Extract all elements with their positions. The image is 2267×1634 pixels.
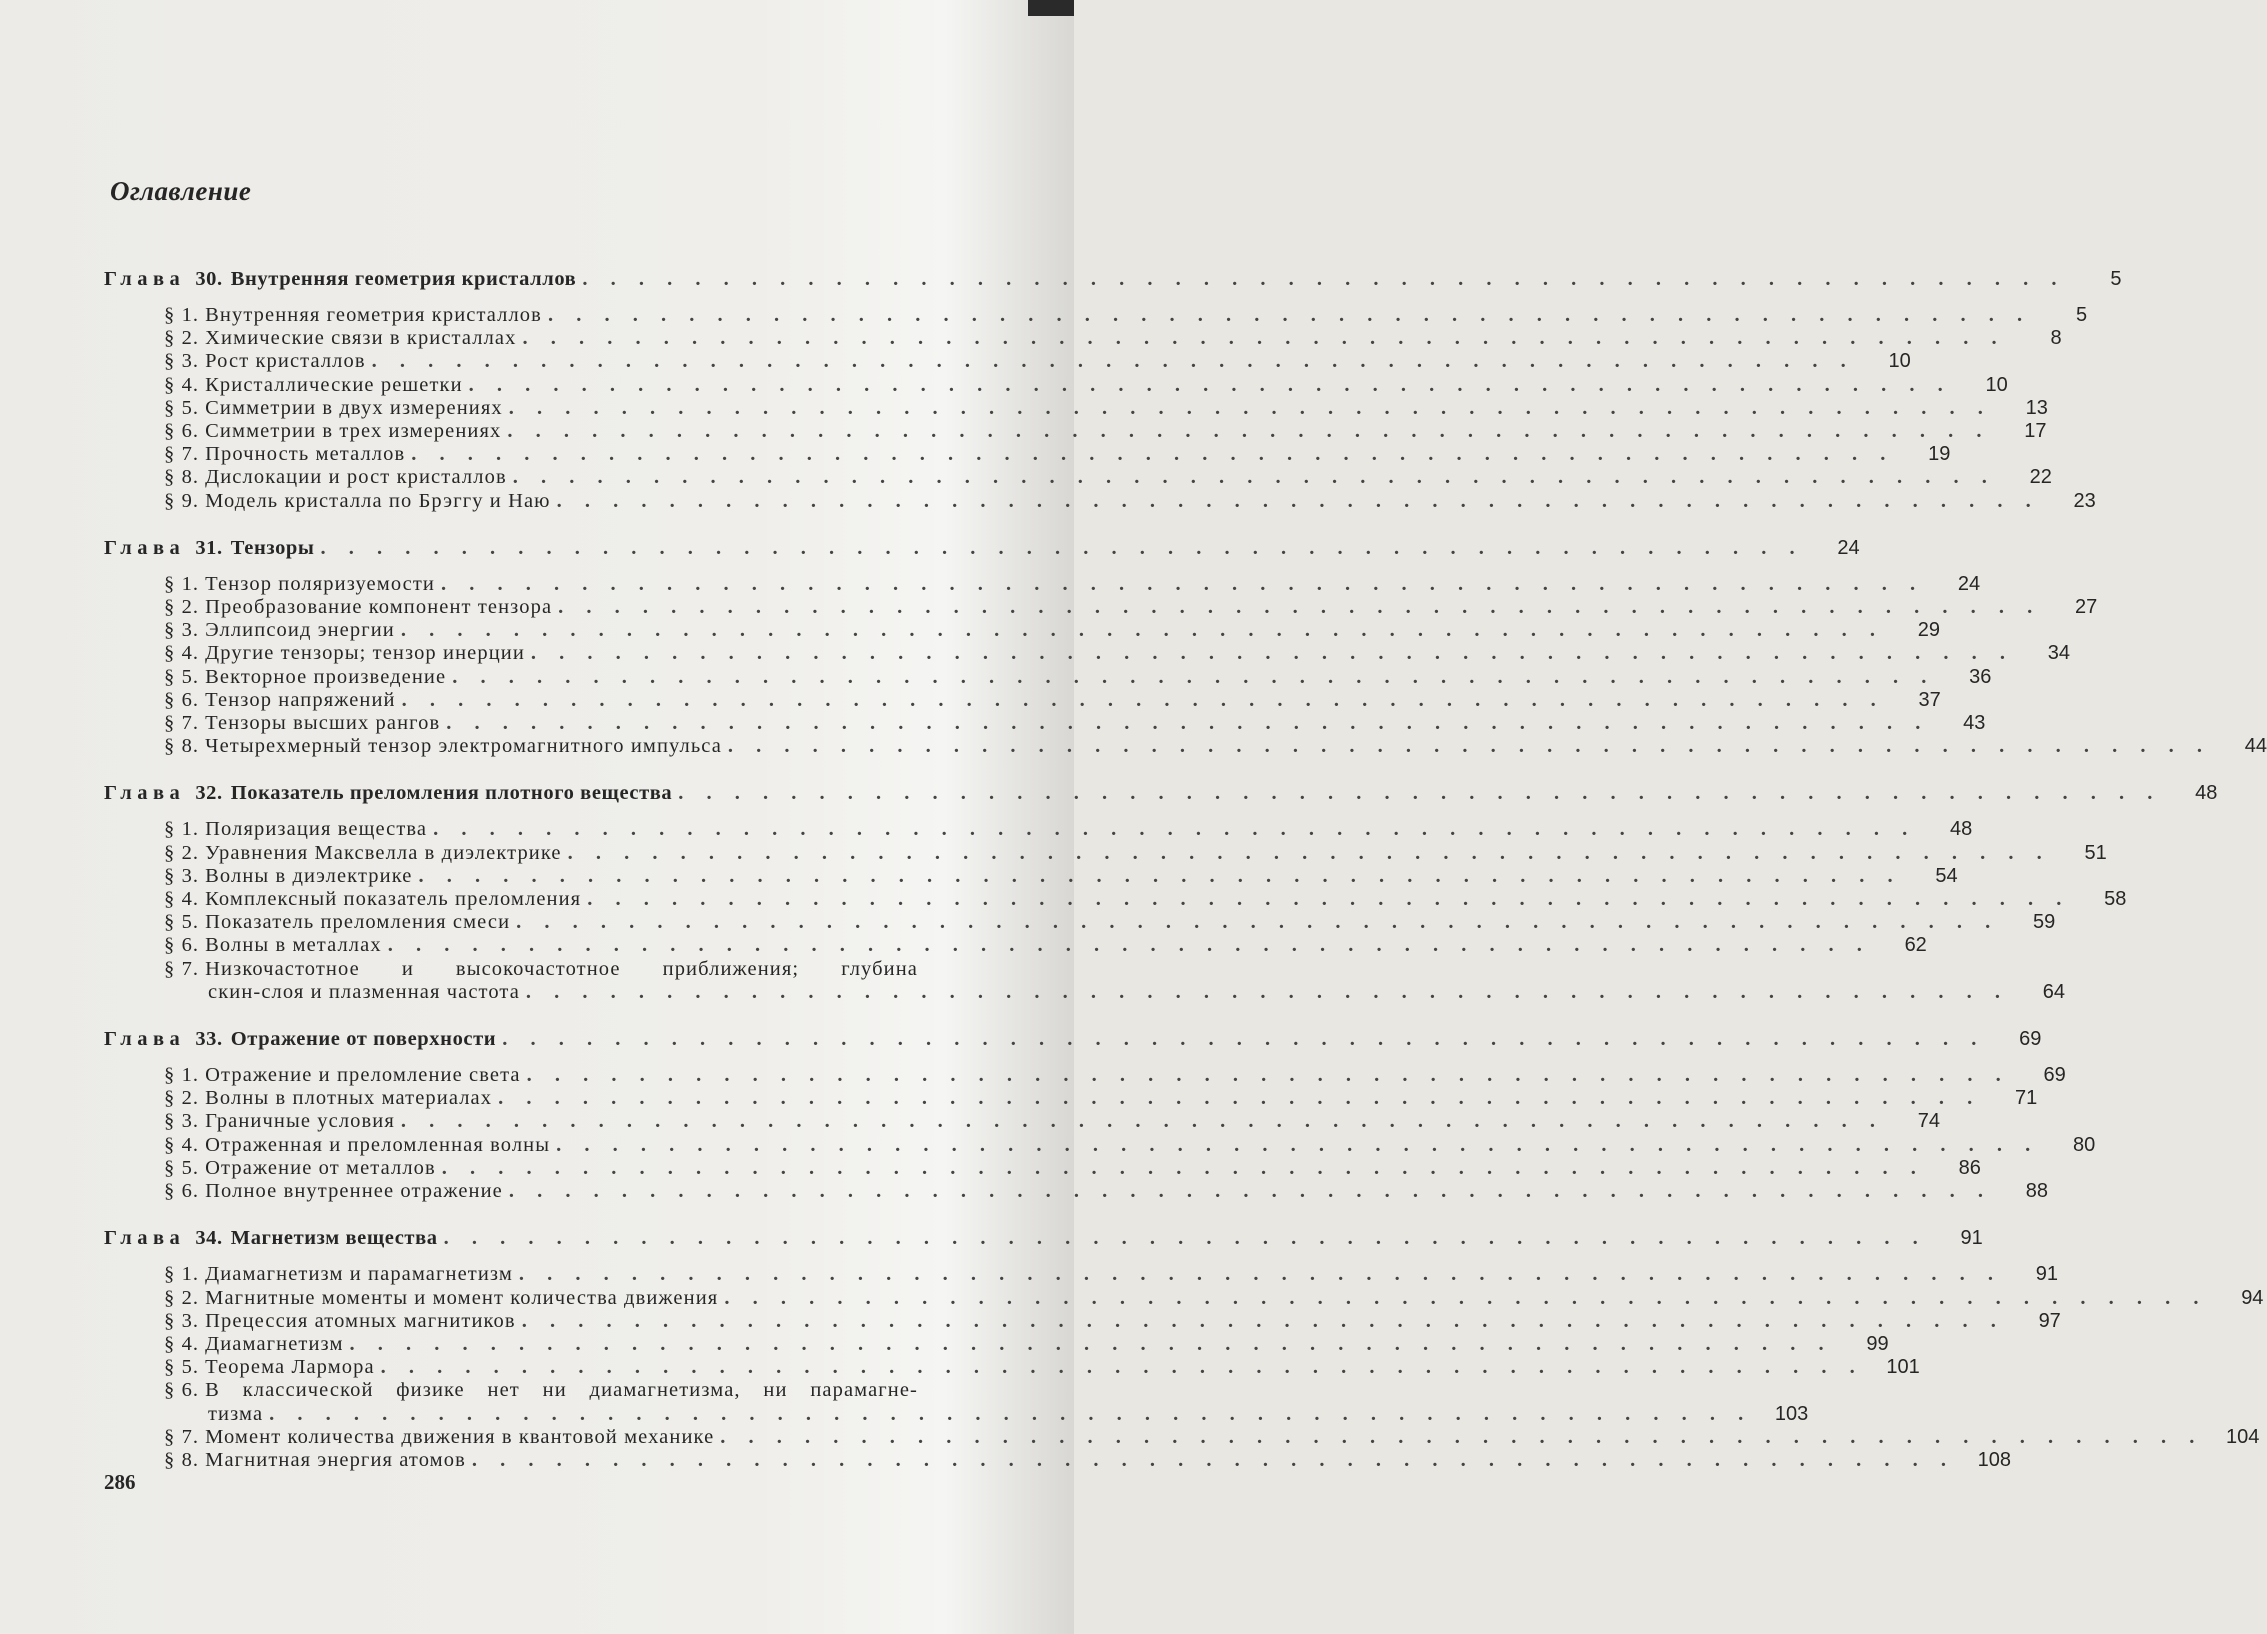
- dot-leader: . . . . . . . . . . . . . . . . . . . . . . . . . . . . . . . . . . . . . . . . . . . . . . . . . . . . .: [452, 665, 1936, 688]
- section-row: [104, 864, 1958, 888]
- section-page: 80: [2072, 1133, 2096, 1156]
- section-number: § 7.: [164, 443, 200, 466]
- dot-leader: . . . . . . . . . . . . . . . . . . . . . . . . . . . . . . . . . . . . . . . . . . . . . . . . . . . . .: [380, 1356, 1864, 1379]
- section-page: 88: [2025, 1180, 2048, 1203]
- section-number: § 3.: [164, 1110, 200, 1133]
- section-number: § 6.: [164, 420, 200, 443]
- section-row: [104, 1064, 2066, 1087]
- section-page: 29: [1917, 619, 1940, 642]
- section-row: [104, 735, 2267, 758]
- section-page: 19: [1928, 443, 1951, 466]
- section-row: [104, 327, 2062, 350]
- section-page: 51: [2084, 841, 2107, 864]
- section-number: § 2.: [164, 327, 200, 350]
- section-page: 27: [2075, 596, 2098, 619]
- section-row: [104, 596, 2098, 619]
- section-number: § 2.: [164, 1286, 200, 1309]
- section-number: § 6.: [164, 934, 200, 957]
- section-row: [104, 619, 1940, 642]
- section-page: 69: [2043, 1064, 2066, 1087]
- dot-leader: . . . . . . . . . . . . . . . . . . . . . . . . . . . . . . . . . . . . . . . . . . . . . . . . . . . . .: [727, 735, 2212, 758]
- section-number: § 8.: [164, 735, 200, 758]
- section-row: [104, 712, 1986, 735]
- dot-leader: . . . . . . . . . . . . . . . . . . . . . . . . . . . . . . . . . . . . . . . . . . . . . . . . . . . . .: [349, 1332, 1833, 1355]
- section-title: Граничные условия: [205, 1110, 395, 1133]
- section-title: Симметрии в двух измерениях: [205, 396, 503, 419]
- chapter-title: Магнетизм вещества: [230, 1227, 438, 1250]
- section-number: § 5.: [164, 1156, 200, 1179]
- chapter-row: [104, 1225, 1983, 1251]
- chapter-number: 33.: [195, 1028, 223, 1051]
- chapter-row: [104, 266, 2122, 292]
- section-title: Комплексный показатель преломления: [205, 888, 582, 911]
- section-title: Диамагнетизм: [205, 1332, 344, 1355]
- section-page: 58: [2104, 888, 2127, 911]
- section-number: § 6.: [164, 1180, 200, 1203]
- chapter-row: [104, 535, 1860, 561]
- section-title: Уравнения Максвелла в диэлектрике: [205, 841, 562, 864]
- chapter-block: [104, 535, 2267, 759]
- dot-leader: . . . . . . . . . . . . . . . . . . . . . . . . . . . . . . . . . . . . . . . . . . . . . . . . . . . . .: [471, 1448, 1956, 1471]
- section-title: Момент количества движения в квантовой механике: [205, 1425, 715, 1448]
- section-row-continuation: [104, 1402, 1809, 1426]
- section-title: Тензор напряжений: [205, 688, 396, 711]
- dot-leader: . . . . . . . . . . . . . . . . . . . . . . . . . . . . . . . . . . . . . . . . . . . . . . . . . . . . .: [678, 782, 2162, 805]
- section-row: [104, 1286, 2264, 1310]
- dot-leader: . . . . . . . . . . . . . . . . . . . . . . . . . . . . . . . . . . . . . . . . . . . . . . . . . . . . .: [521, 1309, 2005, 1332]
- dot-leader: . . . . . . . . . . . . . . . . . . . . . . . . . . . . . . . . . . . . . . . . . . . . . . . . . . . . .: [587, 888, 2071, 911]
- section-number: § 3.: [164, 350, 200, 373]
- section-row: [104, 304, 2088, 327]
- section-title: Внутренняя геометрия кристаллов: [205, 304, 542, 326]
- section-page: 101: [1886, 1356, 1920, 1379]
- section-number: § 5.: [164, 1356, 200, 1379]
- chapter-number: 32.: [195, 782, 223, 805]
- section-page: 5: [2075, 304, 2088, 326]
- section-page: 86: [1958, 1156, 1981, 1179]
- section-number: § 5.: [164, 396, 200, 419]
- section-row-multiline: [104, 958, 974, 981]
- section-page: 34: [2047, 642, 2071, 665]
- section-row: [104, 1448, 2012, 1472]
- chapter-word: Глава: [104, 268, 186, 290]
- section-row: [104, 1356, 1920, 1379]
- section-page: 13: [2025, 396, 2048, 419]
- section-page: 24: [1957, 572, 1981, 595]
- section-page: 64: [2042, 980, 2066, 1003]
- section-page: 71: [2014, 1087, 2038, 1110]
- section-title: Магнитная энергия атомов: [205, 1448, 466, 1471]
- section-page: 8: [2050, 327, 2062, 350]
- section-number: § 8.: [164, 466, 200, 489]
- dot-leader: . . . . . . . . . . . . . . . . . . . . . . . . . . . . . . . . . . . . . . . . . . . . . . . . . . . . .: [320, 536, 1804, 559]
- dot-leader: . . . . . . . . . . . . . . . . . . . . . . . . . . . . . . . . . . . . . . . . . . . . . . . . . . . . .: [556, 489, 2040, 512]
- section-row: [104, 665, 1992, 689]
- chapter-page: 48: [2195, 782, 2218, 805]
- section-number: § 2.: [164, 596, 200, 619]
- dot-leader: . . . . . . . . . . . . . . . . . . . . . . . . . . . . . . . . . . . . . . . . . . . . . . . . . . . . .: [507, 420, 1991, 443]
- chapter-page: 24: [1837, 536, 1860, 559]
- section-row: [104, 1180, 2048, 1203]
- dot-leader: . . . . . . . . . . . . . . . . . . . . . . . . . . . . . . . . . . . . . . . . . . . . . . . . . . . . .: [400, 1110, 1885, 1133]
- section-row: [104, 373, 2008, 397]
- section-row-continuation: [104, 980, 2066, 1004]
- section-title: Показатель преломления смеси: [205, 911, 511, 934]
- section-page: 62: [1904, 934, 1927, 957]
- dot-leader: . . . . . . . . . . . . . . . . . . . . . . . . . . . . . . . . . . . . . . . . . . . . . . . . . . . . .: [518, 1263, 2003, 1286]
- dot-leader: . . . . . . . . . . . . . . . . . . . . . . . . . . . . . . . . . . . . . . . . . . . . . . . . . . . . .: [468, 373, 1952, 396]
- section-number: § 1.: [164, 304, 200, 326]
- section-number: § 9.: [164, 489, 200, 512]
- section-row: [104, 1263, 2059, 1286]
- table-of-contents: [104, 266, 2267, 1494]
- section-number: § 5.: [164, 665, 200, 688]
- chapter-row: [104, 1026, 2042, 1052]
- section-number: § 2.: [164, 841, 200, 864]
- section-title: Векторное произведение: [205, 665, 447, 688]
- dot-leader: . . . . . . . . . . . . . . . . . . . . . . . . . . . . . . . . . . . . . . . . . . . . . . . . . . . . .: [502, 1028, 1986, 1051]
- section-title: Симметрии в трех измерениях: [205, 420, 502, 443]
- section-page: 59: [2033, 911, 2056, 934]
- section-row: [104, 1309, 2061, 1333]
- dot-leader: . . . . . . . . . . . . . . . . . . . . . . . . . . . . . . . . . . . . . . . . . . . . . . . . . . . . .: [522, 327, 2006, 350]
- section-title: Волны в плотных материалах: [205, 1087, 493, 1110]
- section-title: Четырехмерный тензор электромагнитного импульса: [205, 735, 722, 758]
- section-page: 108: [1977, 1448, 2012, 1471]
- section-page: 37: [1918, 688, 1941, 711]
- chapter-word: Глава: [104, 536, 186, 559]
- chapter-block: [104, 780, 2218, 1004]
- section-page: 44: [2244, 735, 2267, 758]
- section-title: Тензор поляризуемости: [205, 572, 436, 595]
- section-title: Отражение и преломление света: [205, 1064, 521, 1087]
- dot-leader: . . . . . . . . . . . . . . . . . . . . . . . . . . . . . . . . . . . . . . . . . . . . . . . . . . . . .: [401, 688, 1885, 711]
- section-row: [104, 1110, 1941, 1133]
- section-row: [104, 572, 1981, 596]
- section-page: 97: [2038, 1309, 2061, 1332]
- chapter-word: Глава: [104, 1227, 186, 1250]
- chapter-page: 91: [1960, 1227, 1983, 1250]
- section-title: Химические связи в кристаллах: [205, 327, 517, 350]
- chapter-block: [104, 1225, 2264, 1472]
- dot-leader: . . . . . . . . . . . . . . . . . . . . . . . . . . . . . . . . . . . . . . . . . . . . . . . . . . . . .: [724, 1286, 2208, 1309]
- dot-leader: . . . . . . . . . . . . . . . . . . . . . . . . . . . . . . . . . . . . . . . . . . . . . . . . . . . . .: [400, 619, 1884, 642]
- section-page: 43: [1963, 712, 1986, 735]
- section-number: § 3.: [164, 619, 200, 642]
- section-title: Отражение от металлов: [205, 1156, 436, 1179]
- section-row: [104, 396, 2048, 420]
- section-row: [104, 489, 2096, 513]
- section-row: [104, 1156, 1981, 1180]
- section-title: Дислокации и рост кристаллов: [205, 466, 507, 489]
- section-title: Кристаллические решетки: [205, 373, 463, 396]
- dot-leader: . . . . . . . . . . . . . . . . . . . . . . . . . . . . . . . . . . . . . . . . . . . . . . . . . . . . .: [433, 818, 1917, 841]
- section-row: [104, 350, 1911, 373]
- chapter-number: 30.: [195, 268, 223, 290]
- section-title: Полное внутреннее отражение: [205, 1180, 503, 1203]
- chapter-block: [104, 1026, 2096, 1203]
- section-page: 22: [2029, 466, 2052, 489]
- dot-leader: . . . . . . . . . . . . . . . . . . . . . . . . . . . . . . . . . . . . . . . . . . . . . . . . . . . . .: [269, 1402, 1753, 1425]
- section-page: 23: [2073, 489, 2096, 512]
- section-page: 103: [1774, 1402, 1809, 1425]
- section-number: § 4.: [164, 1332, 200, 1355]
- dot-leader: . . . . . . . . . . . . . . . . . . . . . . . . . . . . . . . . . . . . . . . . . . . . . . . . . . . . .: [418, 864, 1902, 887]
- page-number: 286: [104, 1470, 136, 1494]
- section-number: § 1.: [164, 818, 200, 841]
- section-title: Магнитные моменты и момент количества движения: [205, 1286, 719, 1309]
- dot-leader: . . . . . . . . . . . . . . . . . . . . . . . . . . . . . . . . . . . . . . . . . . . . . . . . . . . . .: [446, 712, 1930, 735]
- page-corner-shadow: [1028, 0, 1074, 16]
- section-title: Преобразование компонент тензора: [205, 596, 553, 619]
- dot-leader: . . . . . . . . . . . . . . . . . . . . . . . . . . . . . . . . . . . . . . . . . . . . . . . . . . . . .: [508, 396, 1992, 419]
- dot-leader: . . . . . . . . . . . . . . . . . . . . . . . . . . . . . . . . . . . . . . . . . . . . . . . . . . . . .: [441, 572, 1925, 595]
- dot-leader: . . . . . . . . . . . . . . . . . . . . . . . . . . . . . . . . . . . . . . . . . . . . . . . . . . . . .: [387, 934, 1871, 957]
- dot-leader: . . . . . . . . . . . . . . . . . . . . . . . . . . . . . . . . . . . . . . . . . . . . . . . . . . . . .: [411, 443, 1895, 466]
- section-title: Модель кристалла по Брэггу и Наю: [205, 489, 551, 512]
- dot-leader: . . . . . . . . . . . . . . . . . . . . . . . . . . . . . . . . . . . . . . . . . . . . . . . . . . . . .: [512, 466, 1996, 489]
- section-row: [104, 466, 2052, 489]
- section-title: Прочность металлов: [205, 443, 406, 466]
- section-row: [104, 420, 2047, 443]
- chapter-number: 34.: [195, 1227, 223, 1250]
- section-title: Другие тензоры; тензор инерции: [205, 642, 525, 665]
- chapter-block: [104, 266, 2122, 513]
- section-number: § 1.: [164, 1064, 200, 1087]
- section-page: 74: [1917, 1110, 1941, 1133]
- section-title: Волны в металлах: [205, 934, 382, 957]
- dot-leader: . . . . . . . . . . . . . . . . . . . . . . . . . . . . . . . . . . . . . . . . . . . . . . . . . . . . .: [556, 1133, 2040, 1156]
- section-number: § 7.: [164, 957, 200, 980]
- section-number: § 6.: [164, 688, 200, 711]
- section-title: Эллипсоид энергии: [205, 619, 395, 642]
- chapter-row: [104, 780, 2218, 806]
- section-title-line2: скин-слоя и плазменная частота: [208, 980, 520, 1003]
- section-number: § 4.: [164, 642, 200, 665]
- section-number: § 7.: [164, 1425, 200, 1448]
- section-page: 54: [1935, 864, 1958, 887]
- dot-leader: . . . . . . . . . . . . . . . . . . . . . . . . . . . . . . . . . . . . . . . . . . . . . . . . . . . . .: [498, 1087, 1982, 1110]
- section-row: [104, 688, 1941, 712]
- section-number: § 3.: [164, 1309, 200, 1332]
- section-row: [104, 841, 2107, 865]
- chapter-title: Показатель преломления плотного вещества: [230, 782, 673, 805]
- dot-leader: . . . . . . . . . . . . . . . . . . . . . . . . . . . . . . . . . . . . . . . . . . . . . . . . . . . . .: [582, 268, 2066, 290]
- section-row: [104, 1332, 1889, 1356]
- section-number: § 7.: [164, 712, 200, 735]
- dot-leader: . . . . . . . . . . . . . . . . . . . . . . . . . . . . . . . . . . . . . . . . . . . . . . . . . . . . .: [516, 911, 2000, 934]
- section-title-line2: тизма: [208, 1402, 264, 1425]
- section-page: 94: [2241, 1286, 2264, 1309]
- section-row: [104, 443, 1951, 466]
- section-row: [104, 911, 2056, 934]
- section-number: § 1.: [164, 572, 200, 595]
- section-title: Прецессия атомных магнитиков: [205, 1309, 516, 1332]
- section-title: Тензоры высших рангов: [205, 712, 441, 735]
- dot-leader: . . . . . . . . . . . . . . . . . . . . . . . . . . . . . . . . . . . . . . . . . . . . . . . . . . . . .: [567, 841, 2051, 864]
- chapter-page: 5: [2110, 268, 2122, 290]
- section-number: § 6.: [164, 1379, 200, 1402]
- section-row: [104, 818, 1973, 841]
- section-row: [104, 888, 2127, 911]
- dot-leader: . . . . . . . . . . . . . . . . . . . . . . . . . . . . . . . . . . . . . . . . . . . . . . . . . . . . .: [525, 980, 2010, 1003]
- dot-leader: . . . . . . . . . . . . . . . . . . . . . . . . . . . . . . . . . . . . . . . . . . . . . . . . . . . . .: [530, 642, 2015, 665]
- section-title: Теорема Лармора: [205, 1356, 375, 1379]
- section-row: [104, 934, 1927, 957]
- chapter-title: Отражение от поверхности: [230, 1028, 497, 1051]
- chapter-number: 31.: [195, 536, 223, 559]
- section-page: 104: [2226, 1425, 2260, 1448]
- section-row: [104, 1087, 2038, 1110]
- dot-leader: . . . . . . . . . . . . . . . . . . . . . . . . . . . . . . . . . . . . . . . . . . . . . . . . . . . . .: [720, 1425, 2204, 1448]
- section-row: [104, 642, 2071, 665]
- section-title-line1: В классической физике нет ни диамагнетизма, ни парамагне-: [205, 1379, 918, 1402]
- section-title: Отраженная и преломленная волны: [205, 1133, 551, 1156]
- section-number: § 3.: [164, 864, 200, 887]
- dot-leader: . . . . . . . . . . . . . . . . . . . . . . . . . . . . . . . . . . . . . . . . . . . . . . . . . . . . .: [508, 1180, 1992, 1203]
- section-page: 36: [1969, 665, 1992, 688]
- section-number: § 4.: [164, 373, 200, 396]
- section-page: 99: [1866, 1332, 1889, 1355]
- dot-leader: . . . . . . . . . . . . . . . . . . . . . . . . . . . . . . . . . . . . . . . . . . . . . . . . . . . . .: [526, 1064, 2010, 1087]
- dot-leader: . . . . . . . . . . . . . . . . . . . . . . . . . . . . . . . . . . . . . . . . . . . . . . . . . . . . .: [547, 304, 2032, 326]
- dot-leader: . . . . . . . . . . . . . . . . . . . . . . . . . . . . . . . . . . . . . . . . . . . . . . . . . . . . .: [441, 1156, 1925, 1179]
- chapter-word: Глава: [104, 782, 186, 805]
- section-title-line1: Низкочастотное и высокочастотное приближения; глубина: [205, 957, 918, 980]
- chapter-page: 69: [2019, 1028, 2042, 1051]
- dot-leader: . . . . . . . . . . . . . . . . . . . . . . . . . . . . . . . . . . . . . . . . . . . . . . . . . . . . .: [443, 1227, 1927, 1250]
- section-page: 91: [2035, 1263, 2059, 1286]
- section-page: 10: [1985, 373, 2008, 396]
- section-page: 10: [1888, 350, 1911, 373]
- dot-leader: . . . . . . . . . . . . . . . . . . . . . . . . . . . . . . . . . . . . . . . . . . . . . . . . . . . . .: [371, 350, 1855, 373]
- section-number: § 2.: [164, 1087, 200, 1110]
- section-title: Поляризация вещества: [205, 818, 428, 841]
- chapter-title: Тензоры: [230, 536, 315, 559]
- chapter-title: Внутренняя геометрия кристаллов: [230, 268, 577, 290]
- chapter-word: Глава: [104, 1028, 186, 1051]
- section-page: 48: [1950, 818, 1973, 841]
- toc-heading: Оглавление: [110, 176, 252, 206]
- section-row: [104, 1425, 2260, 1449]
- section-title: Волны в диэлектрике: [205, 864, 413, 887]
- section-title: Рост кристаллов: [205, 350, 366, 373]
- section-row: [104, 1133, 2096, 1157]
- section-title: Диамагнетизм и парамагнетизм: [205, 1263, 513, 1286]
- section-page: 17: [2024, 420, 2047, 443]
- section-number: § 1.: [164, 1263, 200, 1286]
- section-row-multiline: [104, 1379, 974, 1402]
- section-number: § 4.: [164, 888, 200, 911]
- section-number: § 8.: [164, 1448, 200, 1471]
- section-number: § 4.: [164, 1133, 200, 1156]
- section-number: § 5.: [164, 911, 200, 934]
- dot-leader: . . . . . . . . . . . . . . . . . . . . . . . . . . . . . . . . . . . . . . . . . . . . . . . . . . . . .: [558, 596, 2042, 619]
